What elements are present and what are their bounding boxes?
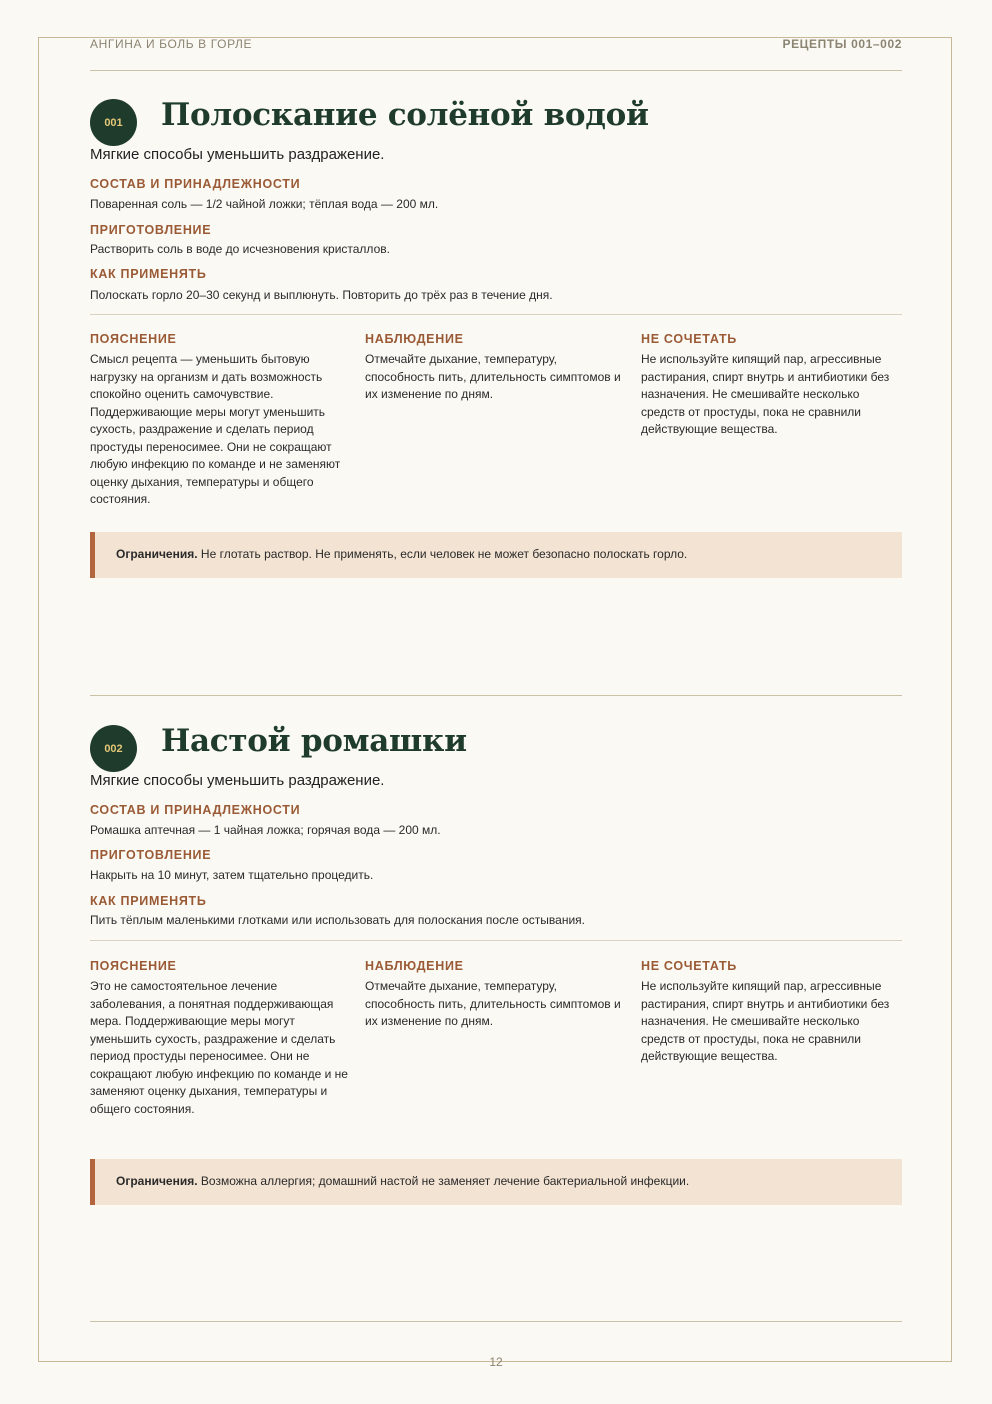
explanation-column [90, 959, 352, 1118]
recipe-number-badge: 002 [90, 725, 137, 772]
usage-heading: КАК ПРИМЕНЯТЬ [90, 267, 207, 281]
limitations-callout [90, 1159, 902, 1205]
observation-column [365, 959, 627, 1031]
observation-text: Отмечайте дыхание, температуру, способность пить, длительность симптомов и их изменение по дням. [365, 352, 621, 401]
usage-heading: КАК ПРИМЕНЯТЬ [90, 894, 207, 908]
recipe-subtitle: Мягкие способы уменьшить раздражение. [90, 146, 385, 163]
footer-divider [90, 1321, 902, 1322]
recipe-divider [90, 695, 902, 696]
limitations-text [116, 547, 687, 561]
usage-text: Пить тёплым маленькими глотками или использовать для полоскания после остывания. [90, 913, 585, 927]
section-divider [90, 314, 902, 315]
observation-column [365, 332, 627, 404]
explanation-heading: ПОЯСНЕНИЕ [90, 959, 177, 973]
recipe-subtitle: Мягкие способы уменьшить раздражение. [90, 772, 385, 789]
limitations-body: Не глотать раствор. Не применять, если человек не может безопасно полоскать горло. [200, 547, 688, 561]
explanation-heading: ПОЯСНЕНИЕ [90, 332, 177, 346]
recipe-number-badge: 001 [90, 99, 137, 146]
usage-text: Полоскать горло 20–30 секунд и выплюнуть. Повторить до трёх раз в течение дня. [90, 288, 553, 302]
recipe-title: Полоскание солёной водой [161, 97, 649, 133]
recipe-range: РЕЦЕПТЫ 001–002 [782, 37, 902, 51]
observation-heading: НАБЛЮДЕНИЕ [365, 332, 464, 346]
avoid-column [641, 959, 903, 1066]
section-divider [90, 940, 902, 941]
limitations-body: Возможна аллергия; домашний настой не заменяет лечение бактериальной инфекции. [200, 1174, 690, 1188]
preparation-text: Растворить соль в воде до исчезновения кристаллов. [90, 242, 390, 256]
header-divider [90, 70, 902, 71]
avoid-text: Не используйте кипящий пар, агрессивные растирания, спирт внутрь и антибиотики без назначения. Не смешивайте несколько средств от простуды, пока не сравнили действующие вещества. [641, 352, 890, 436]
running-head [90, 37, 902, 51]
ingredients-heading: СОСТАВ И ПРИНАДЛЕЖНОСТИ [90, 803, 301, 817]
avoid-heading: НЕ СОЧЕТАТЬ [641, 959, 737, 973]
avoid-heading: НЕ СОЧЕТАТЬ [641, 332, 737, 346]
observation-text: Отмечайте дыхание, температуру, способность пить, длительность симптомов и их изменение по дням. [365, 979, 621, 1028]
avoid-text: Не используйте кипящий пар, агрессивные растирания, спирт внутрь и антибиотики без назначения. Не смешивайте несколько средств от простуды, пока не сравнили действующие вещества. [641, 979, 890, 1063]
avoid-column [641, 332, 903, 439]
limitations-callout [90, 532, 902, 578]
ingredients-text: Поваренная соль — 1/2 чайной ложки; тёплая вода — 200 мл. [90, 197, 439, 211]
preparation-heading: ПРИГОТОВЛЕНИЕ [90, 223, 212, 237]
explanation-text: Это не самостоятельное лечение заболевания, а понятная поддерживающая мера. Поддерживающие меры могут уменьшить сухость, раздражение и сделать период простуды переносимее. Они не сокращают любую инфекцию по команде и не заменяют оценку дыхания, температуры и общего состояния. [90, 979, 348, 1116]
recipe-title: Настой ромашки [161, 723, 467, 759]
explanation-column [90, 332, 352, 509]
observation-heading: НАБЛЮДЕНИЕ [365, 959, 464, 973]
limitations-text [116, 1174, 689, 1188]
explanation-text: Смысл рецепта — уменьшить бытовую нагрузку на организм и дать возможность спокойно оценить самочувствие. Поддерживающие меры могут уменьшить сухость, раздражение и сделать период простуды переносимее. Они не сокращают любую инфекцию по команде и не заменяют оценку дыхания, температуры и общего состояния. [90, 352, 341, 506]
ingredients-heading: СОСТАВ И ПРИНАДЛЕЖНОСТИ [90, 177, 301, 191]
limitations-label: Ограничения. [116, 1174, 198, 1188]
limitations-label: Ограничения. [116, 547, 198, 561]
ingredients-text: Ромашка аптечная — 1 чайная ложка; горячая вода — 200 мл. [90, 823, 441, 837]
preparation-heading: ПРИГОТОВЛЕНИЕ [90, 848, 212, 862]
preparation-text: Накрыть на 10 минут, затем тщательно процедить. [90, 868, 374, 882]
page-number: 12 [489, 1355, 503, 1369]
section-title: АНГИНА И БОЛЬ В ГОРЛЕ [90, 37, 253, 51]
